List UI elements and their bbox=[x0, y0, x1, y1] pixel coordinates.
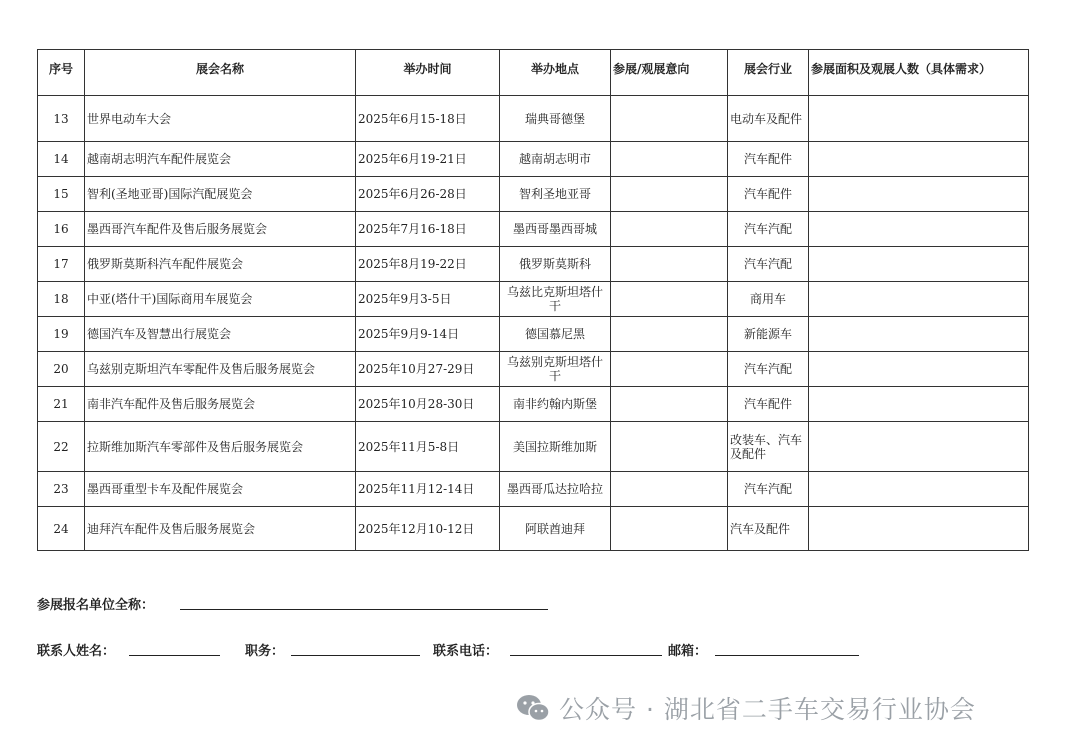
cell-industry: 电动车及配件 bbox=[728, 96, 809, 142]
cell-expo-name: 中亚(塔什干)国际商用车展览会 bbox=[85, 282, 356, 317]
cell-industry: 汽车配件 bbox=[728, 142, 809, 177]
cell-industry: 汽车配件 bbox=[728, 387, 809, 422]
cell-time: 2025年10月27-29日 bbox=[356, 352, 500, 387]
table-row bbox=[38, 142, 1029, 177]
cell-time: 2025年11月5-8日 bbox=[356, 422, 500, 472]
cell-number: 23 bbox=[38, 472, 85, 507]
cell-expo-name: 南非汽车配件及售后服务展览会 bbox=[85, 387, 356, 422]
cell-area[interactable] bbox=[809, 387, 1029, 422]
cell-time: 2025年10月28-30日 bbox=[356, 387, 500, 422]
header-location: 举办地点 bbox=[500, 50, 611, 96]
cell-intent[interactable] bbox=[611, 212, 728, 247]
cell-area[interactable] bbox=[809, 507, 1029, 551]
cell-location: 美国拉斯维加斯 bbox=[500, 422, 611, 472]
cell-expo-name: 世界电动车大会 bbox=[85, 96, 356, 142]
cell-industry: 新能源车 bbox=[728, 317, 809, 352]
cell-expo-name: 智利(圣地亚哥)国际汽配展览会 bbox=[85, 177, 356, 212]
cell-area[interactable] bbox=[809, 212, 1029, 247]
cell-industry: 汽车配件 bbox=[728, 177, 809, 212]
cell-number: 18 bbox=[38, 282, 85, 317]
cell-intent[interactable] bbox=[611, 422, 728, 472]
cell-area[interactable] bbox=[809, 422, 1029, 472]
cell-intent[interactable] bbox=[611, 177, 728, 212]
email-label: 邮箱： bbox=[668, 644, 708, 659]
cell-industry: 汽车及配件 bbox=[728, 507, 809, 551]
cell-number: 15 bbox=[38, 177, 85, 212]
cell-time: 2025年8月19-22日 bbox=[356, 247, 500, 282]
phone-label: 联系电话： bbox=[433, 644, 499, 659]
cell-time: 2025年12月10-12日 bbox=[356, 507, 500, 551]
contact-label: 联系人姓名： bbox=[37, 644, 116, 659]
table-row bbox=[38, 352, 1029, 387]
cell-expo-name: 迪拜汽车配件及售后服务展览会 bbox=[85, 507, 356, 551]
exhibition-table bbox=[37, 49, 1029, 551]
cell-number: 20 bbox=[38, 352, 85, 387]
email-blank[interactable] bbox=[715, 655, 859, 656]
cell-intent[interactable] bbox=[611, 472, 728, 507]
cell-area[interactable] bbox=[809, 96, 1029, 142]
cell-industry: 汽车汽配 bbox=[728, 247, 809, 282]
cell-location: 越南胡志明市 bbox=[500, 142, 611, 177]
cell-location: 南非约翰内斯堡 bbox=[500, 387, 611, 422]
table-row bbox=[38, 507, 1029, 551]
cell-location: 俄罗斯莫斯科 bbox=[500, 247, 611, 282]
contact-blank[interactable] bbox=[129, 655, 220, 656]
cell-expo-name: 俄罗斯莫斯科汽车配件展览会 bbox=[85, 247, 356, 282]
wechat-icon bbox=[515, 693, 551, 723]
cell-number: 16 bbox=[38, 212, 85, 247]
cell-location: 乌兹别克斯坦塔什干 bbox=[500, 352, 611, 387]
watermark bbox=[515, 690, 976, 726]
cell-location: 墨西哥瓜达拉哈拉 bbox=[500, 472, 611, 507]
cell-number: 22 bbox=[38, 422, 85, 472]
cell-location: 德国慕尼黑 bbox=[500, 317, 611, 352]
header-expo-name: 展会名称 bbox=[85, 50, 356, 96]
cell-area[interactable] bbox=[809, 142, 1029, 177]
cell-time: 2025年11月12-14日 bbox=[356, 472, 500, 507]
cell-number: 13 bbox=[38, 96, 85, 142]
table-row bbox=[38, 247, 1029, 282]
cell-intent[interactable] bbox=[611, 317, 728, 352]
cell-area[interactable] bbox=[809, 317, 1029, 352]
cell-intent[interactable] bbox=[611, 387, 728, 422]
cell-industry: 商用车 bbox=[728, 282, 809, 317]
table-row bbox=[38, 96, 1029, 142]
cell-number: 21 bbox=[38, 387, 85, 422]
cell-time: 2025年7月16-18日 bbox=[356, 212, 500, 247]
cell-location: 阿联酋迪拜 bbox=[500, 507, 611, 551]
cell-number: 17 bbox=[38, 247, 85, 282]
header-area: 参展面积及观展人数（具体需求） bbox=[809, 50, 1029, 96]
cell-number: 19 bbox=[38, 317, 85, 352]
cell-area[interactable] bbox=[809, 177, 1029, 212]
table-row bbox=[38, 282, 1029, 317]
cell-expo-name: 越南胡志明汽车配件展览会 bbox=[85, 142, 356, 177]
table-row bbox=[38, 317, 1029, 352]
cell-time: 2025年6月19-21日 bbox=[356, 142, 500, 177]
cell-area[interactable] bbox=[809, 247, 1029, 282]
cell-time: 2025年9月9-14日 bbox=[356, 317, 500, 352]
table-row bbox=[38, 422, 1029, 472]
cell-industry: 改装车、汽车及配件 bbox=[728, 422, 809, 472]
cell-location: 乌兹比克斯坦塔什干 bbox=[500, 282, 611, 317]
cell-intent[interactable] bbox=[611, 96, 728, 142]
table-row bbox=[38, 177, 1029, 212]
watermark-text: 公众号 · 湖北省二手车交易行业协会 bbox=[559, 695, 976, 724]
cell-industry: 汽车汽配 bbox=[728, 212, 809, 247]
table-header-row bbox=[38, 50, 1029, 96]
cell-intent[interactable] bbox=[611, 142, 728, 177]
company-label: 参展报名单位全称： bbox=[37, 598, 155, 613]
cell-intent[interactable] bbox=[611, 507, 728, 551]
cell-industry: 汽车汽配 bbox=[728, 352, 809, 387]
cell-intent[interactable] bbox=[611, 247, 728, 282]
cell-location: 智利圣地亚哥 bbox=[500, 177, 611, 212]
header-number: 序号 bbox=[38, 50, 85, 96]
cell-area[interactable] bbox=[809, 472, 1029, 507]
cell-number: 14 bbox=[38, 142, 85, 177]
cell-time: 2025年6月15-18日 bbox=[356, 96, 500, 142]
header-time: 举办时间 bbox=[356, 50, 500, 96]
company-blank[interactable] bbox=[180, 609, 548, 610]
cell-area[interactable] bbox=[809, 352, 1029, 387]
cell-intent[interactable] bbox=[611, 352, 728, 387]
cell-industry: 汽车汽配 bbox=[728, 472, 809, 507]
cell-expo-name: 乌兹别克斯坦汽车零配件及售后服务展览会 bbox=[85, 352, 356, 387]
cell-number: 24 bbox=[38, 507, 85, 551]
cell-area[interactable] bbox=[809, 282, 1029, 317]
cell-expo-name: 德国汽车及智慧出行展览会 bbox=[85, 317, 356, 352]
position-blank[interactable] bbox=[291, 655, 420, 656]
cell-location: 瑞典哥德堡 bbox=[500, 96, 611, 142]
cell-expo-name: 墨西哥汽车配件及售后服务展览会 bbox=[85, 212, 356, 247]
cell-expo-name: 拉斯维加斯汽车零部件及售后服务展览会 bbox=[85, 422, 356, 472]
header-industry: 展会行业 bbox=[728, 50, 809, 96]
table-row bbox=[38, 387, 1029, 422]
table-row bbox=[38, 472, 1029, 507]
cell-expo-name: 墨西哥重型卡车及配件展览会 bbox=[85, 472, 356, 507]
cell-time: 2025年6月26-28日 bbox=[356, 177, 500, 212]
cell-time: 2025年9月3-5日 bbox=[356, 282, 500, 317]
phone-blank[interactable] bbox=[510, 655, 662, 656]
cell-intent[interactable] bbox=[611, 282, 728, 317]
cell-location: 墨西哥墨西哥城 bbox=[500, 212, 611, 247]
position-label: 职务： bbox=[245, 644, 285, 659]
table-row bbox=[38, 212, 1029, 247]
header-intent: 参展/观展意向 bbox=[611, 50, 728, 96]
